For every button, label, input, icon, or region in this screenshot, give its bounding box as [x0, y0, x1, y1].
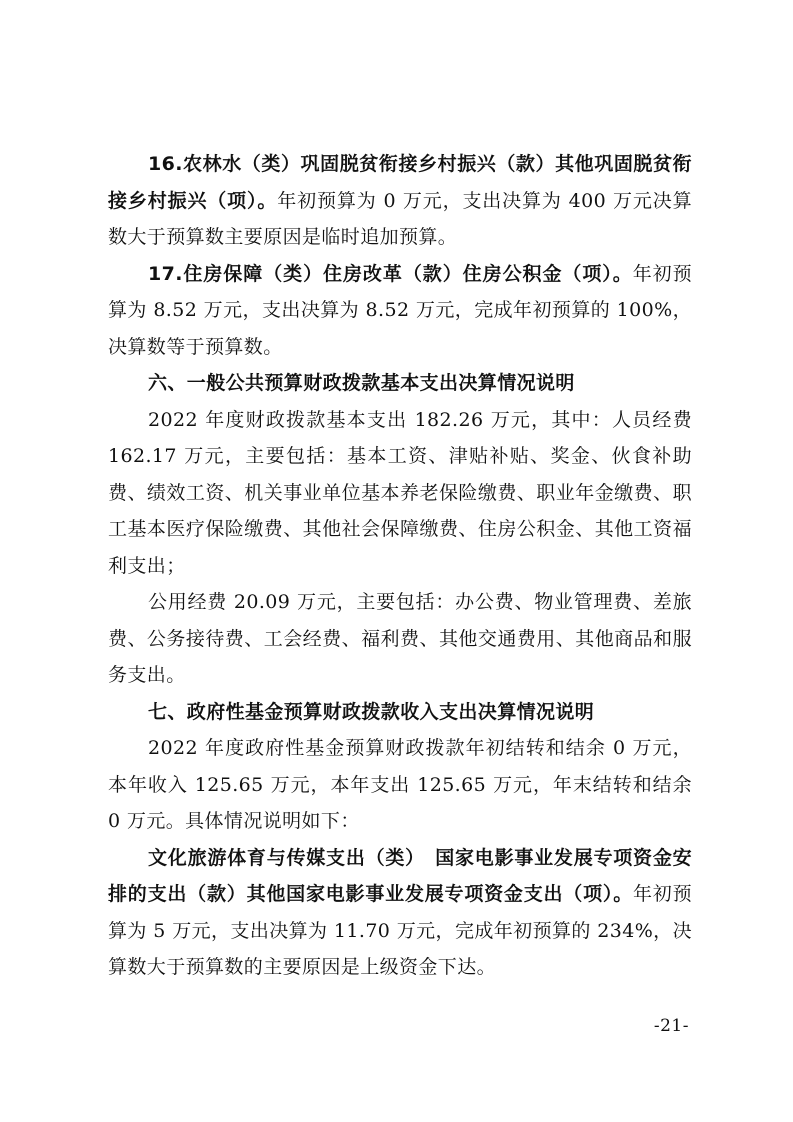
section-7-item-paragraph [108, 840, 692, 986]
page-number: -21- [653, 1016, 689, 1036]
section-7-item-text: 年初预算为 5 万元，支出决算为 11.70 万元，完成年初预算的 234%，决算数大于预算数的主要原因是上级资金下达。 [108, 883, 692, 978]
section-6-personnel-paragraph: 2022 年度财政拨款基本支出 182.26 万元，其中：人员经费 162.17 万元，主要包括：基本工资、津贴补贴、奖金、伙食补助费、绩效工资、机关事业单位基本养老保险缴费、职业年金缴费、职工基本医疗保险缴费、其他社会保障缴费、住房公积金、其他工资福利支出； [108, 408, 692, 577]
paragraph-item-17 [108, 256, 692, 366]
section-6-public-paragraph: 公用经费 20.09 万元，主要包括：办公费、物业管理费、差旅费、公务接待费、工会经费、福利费、其他交通费用、其他商品和服务支出。 [108, 591, 692, 686]
item-16-heading: 16.农林水（类）巩固脱贫衔接乡村振兴（款）其他巩固脱贫衔接乡村振兴（项）。 [108, 153, 692, 212]
item-16-text: 年初预算为 0 万元，支出决算为 400 万元决算数大于预算数主要原因是临时追加预算。 [108, 189, 693, 248]
item-17-heading: 17.住房保障（类）住房改革（款）住房公积金（项）。 [148, 262, 633, 285]
section-7-item-heading: 文化旅游体育与传媒支出（类） 国家电影事业发展专项资金安排的支出（款）其他国家电影事业发展专项资金支出（项）。 [108, 846, 692, 905]
document-body [108, 146, 692, 986]
section-7-title: 七、政府性基金预算财政拨款收入支出决算情况说明 [148, 700, 595, 723]
section-6-title: 六、一般公共预算财政拨款基本支出决算情况说明 [148, 372, 575, 394]
item-17-text: 年初预算为 8.52 万元，支出决算为 8.52 万元，完成年初预算的 100%，决算数等于预算数。 [108, 262, 692, 358]
paragraph-item-16 [108, 146, 692, 256]
section-7-summary-paragraph: 2022 年度政府性基金预算财政拨款年初结转和结余 0 万元，本年收入 125.65 万元，本年支出 125.65 万元，年末结转和结余 0 万元。具体情况说明如下： [108, 737, 692, 832]
